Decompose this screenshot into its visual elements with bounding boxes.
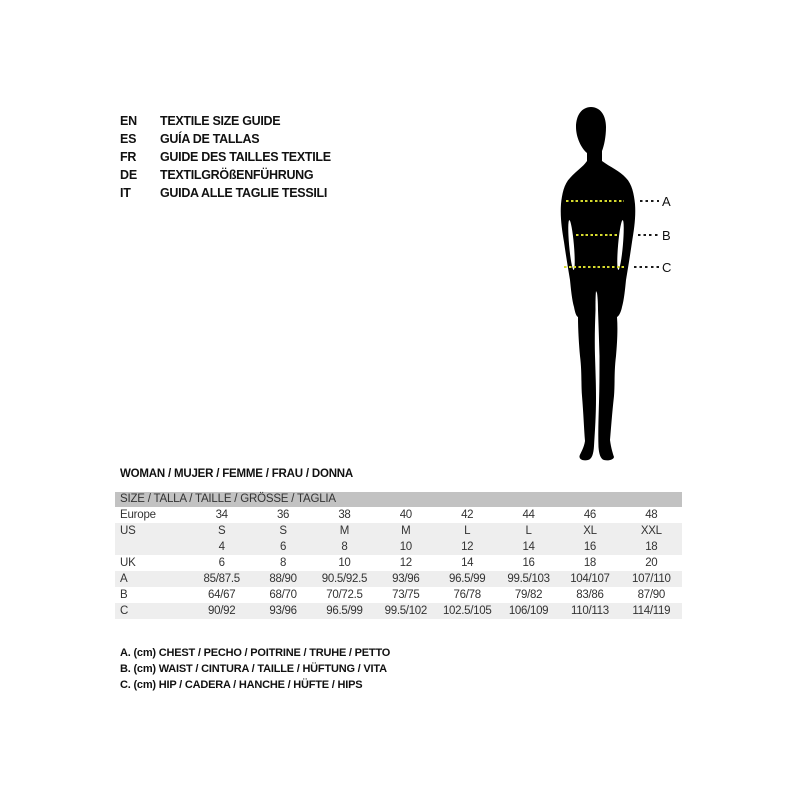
hip-line-on-body	[564, 266, 624, 268]
language-title: TEXTILGRÖßENFÜHRUNG	[160, 168, 314, 182]
value-cell: 40	[399, 509, 412, 521]
value-cell: M	[401, 525, 411, 537]
table-row	[115, 555, 682, 571]
row-label-cell: C	[120, 605, 129, 617]
hip-line-pointer	[634, 266, 659, 268]
legend-line: A. (cm) CHEST / PECHO / POITRINE / TRUHE / PETTO	[120, 647, 391, 659]
language-code: DE	[120, 168, 137, 182]
value-cell: XXL	[640, 525, 662, 537]
measure-label-b: B	[662, 228, 671, 243]
waist-line-pointer	[638, 234, 659, 236]
value-cell: 76/78	[453, 589, 481, 601]
table-row	[115, 507, 682, 523]
value-cell: 10	[338, 557, 351, 569]
value-cell: L	[464, 525, 471, 537]
language-title-row	[120, 112, 331, 130]
value-cell: 14	[522, 541, 535, 553]
row-label-cell: A	[120, 573, 128, 585]
size-table	[115, 492, 682, 619]
table-row	[115, 571, 682, 587]
value-cell: 96.5/99	[449, 573, 486, 585]
row-label-cell: UK	[120, 557, 136, 569]
value-cell: 48	[645, 509, 658, 521]
size-table-header: SIZE / TALLA / TAILLE / GRÖSSE / TAGLIA	[115, 492, 682, 507]
value-cell: 85/87.5	[203, 573, 240, 585]
language-title: GUÍA DE TALLAS	[160, 132, 260, 146]
waist-line-on-body	[576, 234, 618, 236]
value-cell: 44	[522, 509, 535, 521]
value-cell: S	[218, 525, 226, 537]
row-label-cell: US	[120, 525, 136, 537]
value-cell: 46	[583, 509, 597, 521]
woman-silhouette-path	[561, 107, 636, 460]
chest-line-on-body	[566, 200, 624, 202]
table-row	[115, 587, 682, 603]
row-label-cell: B	[120, 589, 128, 601]
value-cell: 34	[215, 509, 228, 521]
value-cell: 87/90	[637, 589, 665, 601]
language-code: FR	[120, 150, 137, 164]
value-cell: 90.5/92.5	[321, 573, 368, 585]
value-cell: 114/119	[632, 605, 671, 617]
value-cell: 96.5/99	[326, 605, 363, 617]
value-cell: XL	[583, 525, 597, 537]
table-row	[115, 603, 682, 619]
measure-label-c: C	[662, 260, 672, 275]
value-cell: S	[279, 525, 287, 537]
language-title-row	[120, 130, 331, 148]
woman-silhouette-figure	[548, 104, 644, 464]
value-cell: 18	[583, 557, 597, 569]
value-cell: 106/109	[508, 605, 549, 617]
legend-line: C. (cm) HIP / CADERA / HANCHE / HÜFTE / HIPS	[120, 679, 363, 691]
measurement-legend	[120, 645, 390, 693]
value-cell: 93/96	[392, 573, 420, 585]
value-cell: 8	[280, 557, 287, 569]
value-cell: 102.5/105	[442, 605, 492, 617]
value-cell: 64/67	[208, 589, 236, 601]
value-cell: 79/82	[514, 589, 543, 601]
value-cell: 14	[461, 557, 474, 569]
language-title-row	[120, 166, 331, 184]
woman-silhouette-svg	[548, 104, 644, 464]
language-title: TEXTILE SIZE GUIDE	[160, 114, 281, 128]
language-title: GUIDA ALLE TAGLIE TESSILI	[160, 186, 328, 200]
value-cell: 16	[522, 557, 535, 569]
value-cell: 93/96	[269, 605, 297, 617]
value-cell: 73/75	[392, 589, 420, 601]
value-cell: 8	[341, 541, 348, 553]
value-cell: L	[525, 525, 532, 537]
value-cell: 16	[583, 541, 597, 553]
table-row	[115, 523, 682, 539]
row-label-cell	[115, 539, 191, 555]
language-title-list	[120, 112, 331, 202]
value-cell: 6	[218, 557, 225, 569]
chest-line-pointer	[640, 200, 659, 202]
value-cell: 88/90	[269, 573, 297, 585]
value-cell: 99.5/103	[507, 573, 550, 585]
value-cell: 90/92	[208, 605, 236, 617]
value-cell: 18	[645, 541, 658, 553]
measure-label-a: A	[662, 194, 671, 209]
language-title: GUIDE DES TAILLES TEXTILE	[160, 150, 331, 164]
value-cell: 99.5/102	[384, 605, 427, 617]
value-cell: 83/86	[576, 589, 604, 601]
value-cell: 107/110	[632, 573, 671, 585]
value-cell: 36	[276, 509, 290, 521]
value-cell: 6	[280, 541, 287, 553]
value-cell: 70/72.5	[326, 589, 363, 601]
legend-line: B. (cm) WAIST / CINTURA / TAILLE / HÜFTUNG / VITA	[120, 663, 387, 675]
language-code: IT	[120, 186, 131, 200]
table-row	[115, 539, 682, 555]
value-cell: 20	[645, 557, 658, 569]
size-table-body	[115, 507, 682, 619]
value-cell: M	[339, 525, 350, 537]
value-cell: 110/113	[571, 605, 609, 617]
value-cell: 10	[399, 541, 412, 553]
value-cell: 104/107	[570, 573, 610, 585]
language-title-row	[120, 148, 331, 166]
row-label-cell: Europe	[120, 509, 156, 521]
value-cell: 42	[461, 509, 474, 521]
value-cell: 68/70	[269, 589, 297, 601]
value-cell: 38	[338, 509, 351, 521]
value-cell: 4	[218, 541, 225, 553]
table-title: WOMAN / MUJER / FEMME / FRAU / DONNA	[120, 468, 354, 480]
language-title-row	[120, 184, 331, 202]
language-code: ES	[120, 132, 137, 146]
language-code: EN	[120, 114, 137, 128]
value-cell: 12	[399, 557, 412, 569]
value-cell: 12	[461, 541, 474, 553]
